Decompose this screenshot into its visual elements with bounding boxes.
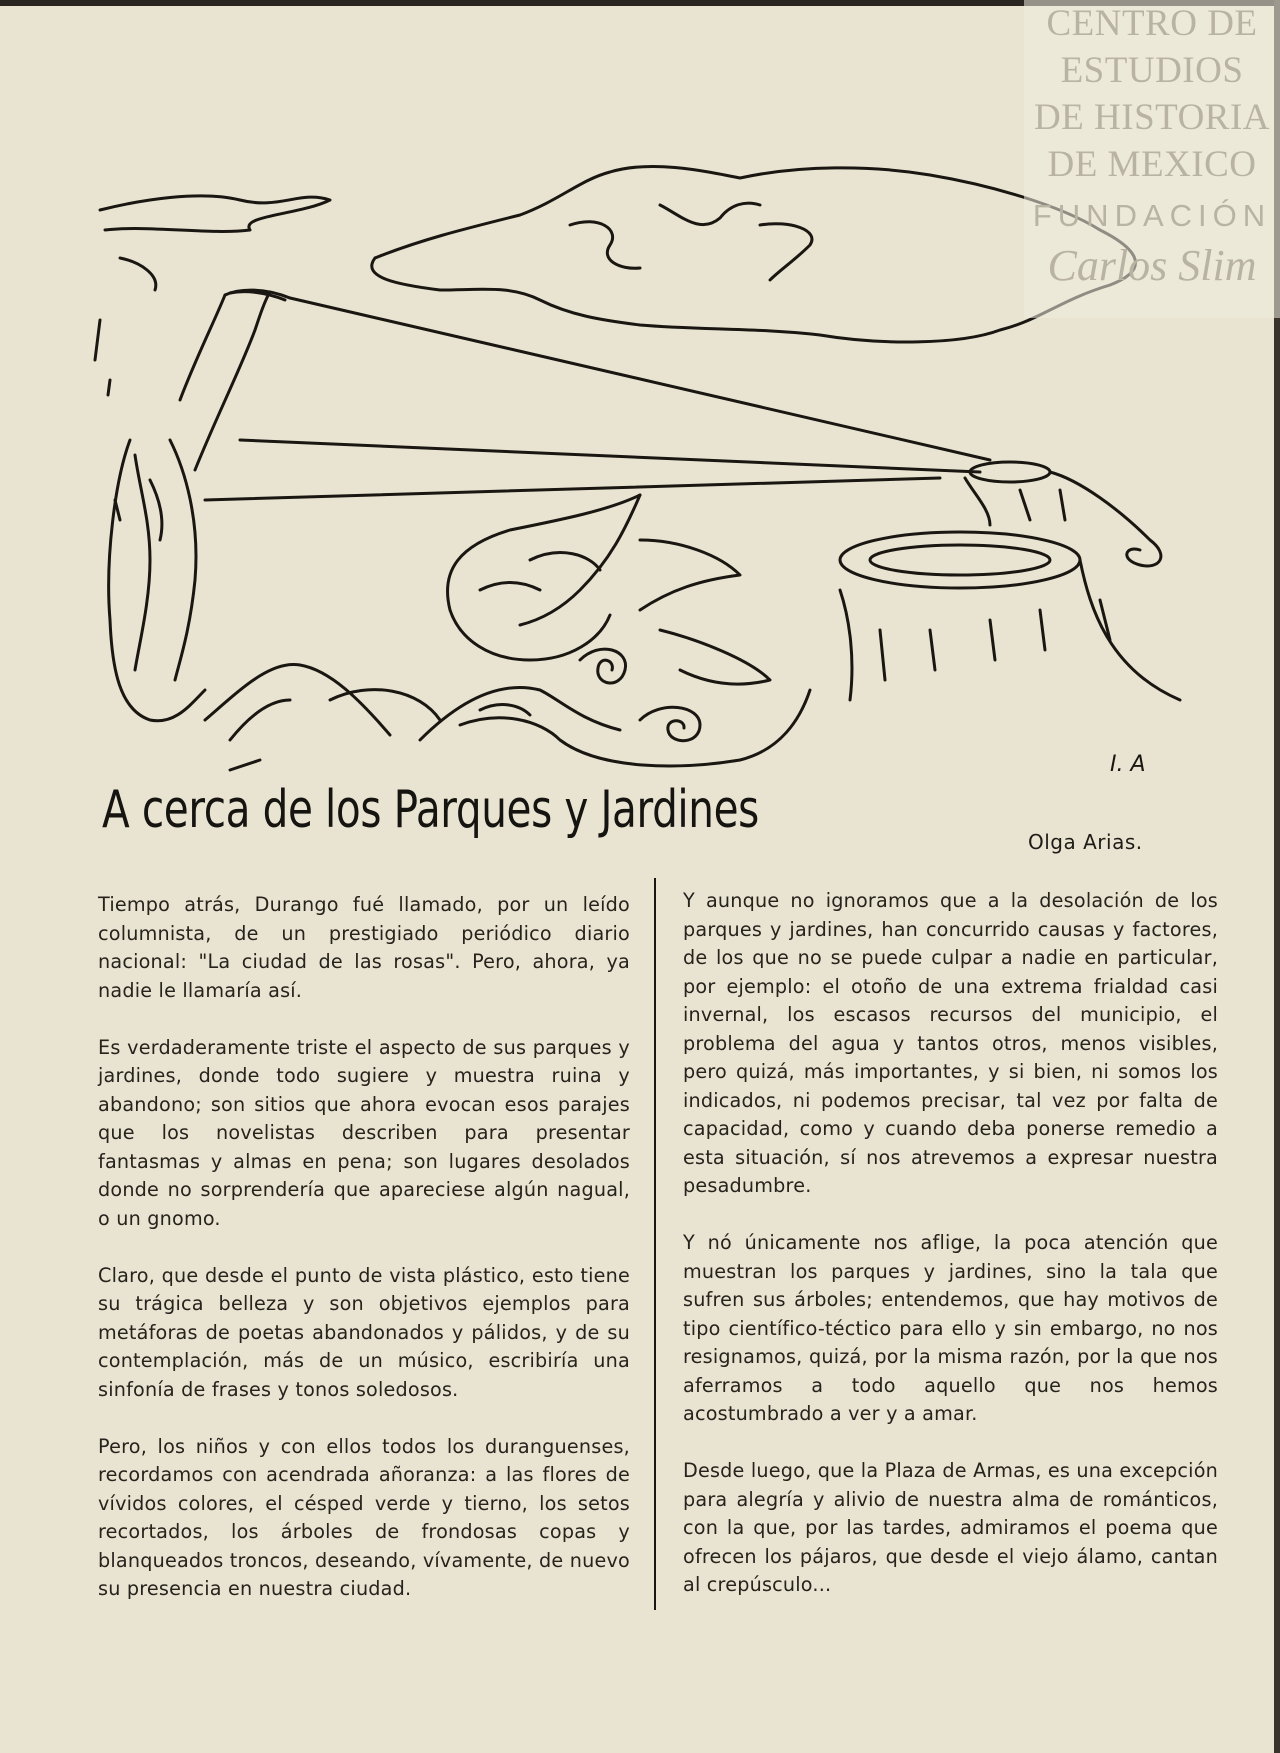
paragraph: Tiempo atrás, Durango fué llamado, por un leído columnista, de un prestigiado periódico diario nacional: "La ciudad de las rosas". Pero, ahora, ya nadie le llamaría así.	[98, 893, 630, 1002]
column-divider	[654, 878, 656, 1610]
watermark-foundation: FUNDACIÓN	[1032, 198, 1272, 233]
paragraph: Es verdaderamente triste el aspecto de sus parques y jardines, donde todo sugiere y muestra ruina y abandono; son sitios que ahora evocan esos parajes que los novelistas describen para presentar fantasmas y almas en pena; son lugares desolados donde no sorprendería que apareciese algún nagual, o un gnomo.	[98, 1035, 630, 1230]
article-title: A cerca de los Parques y Jardines	[102, 780, 759, 840]
watermark-line: DE MEXICO	[1047, 144, 1257, 185]
watermark-line: DE HISTORIA	[1033, 97, 1271, 138]
watermark-line: ESTUDIOS	[1060, 50, 1244, 91]
paragraph: Y aunque no ignoramos que a la desolación de los parques y jardines, han concurrido causas y factores, de los que no se puede culpar a nadie en particular, por ejemplo: el otoño de una extrema frialdad casi invernal, los escasos recursos del municipio, el problema del agua y tantos otros, menos visibles, pero quizá, más importantes, y si bien, ni somos los indicados, ni podemos precisar, tal vez por falta de capacidad, como y cuando deba ponerse remedio a esta situación, sí nos atrevemos a expresar nuestra pesadumbre.	[683, 889, 1218, 1197]
article-column-right	[683, 887, 1218, 1628]
watermark-line: CENTRO DE	[1046, 3, 1258, 44]
watermark-stamp	[1024, 0, 1280, 318]
article-column-left	[98, 891, 630, 1632]
paragraph: Y nó únicamente nos aflige, la poca atención que muestran los parques y jardines, sino la tala que sufren sus árboles; entendemos, que hay motivos de tipo científico-téctico para ello y sin embargo, no nos resignamos, quizá, por la misma razón, por la que nos aferramos a todo aquello que nos hemos acostumbrado a ver y a amar.	[683, 1231, 1218, 1425]
article-author: Olga Arias.	[1028, 830, 1143, 854]
paragraph: Pero, los niños y con ellos todos los duranguenses, recordamos con acendrada añoranza: a las flores de vívidos colores, el césped verde y tierno, los setos recortados, los árboles de frondosas copas y blanqueados troncos, deseando, vívamente, de nuevo su presencia en nuestra ciudad.	[98, 1434, 630, 1600]
paragraph: Desde luego, que la Plaza de Armas, es una excepción para alegría y alivio de nuestra alma de románticos, con la que, por las tardes, admiramos el poema que ofrecen los pájaros, que desde el viejo álamo, cantan al crepúsculo...	[683, 1459, 1218, 1596]
illustrator-initials: I. A	[1110, 752, 1146, 777]
paragraph: Claro, que desde el punto de vista plástico, esto tiene su trágica belleza y son objetivos ejemplos para metáforas de poetas abandonados y pálidos, y de su contemplación, más de un músico, escribiría una sinfonía de frases y tonos soledosos.	[98, 1263, 630, 1401]
watermark-signature: Carlos Slim	[1047, 241, 1257, 290]
